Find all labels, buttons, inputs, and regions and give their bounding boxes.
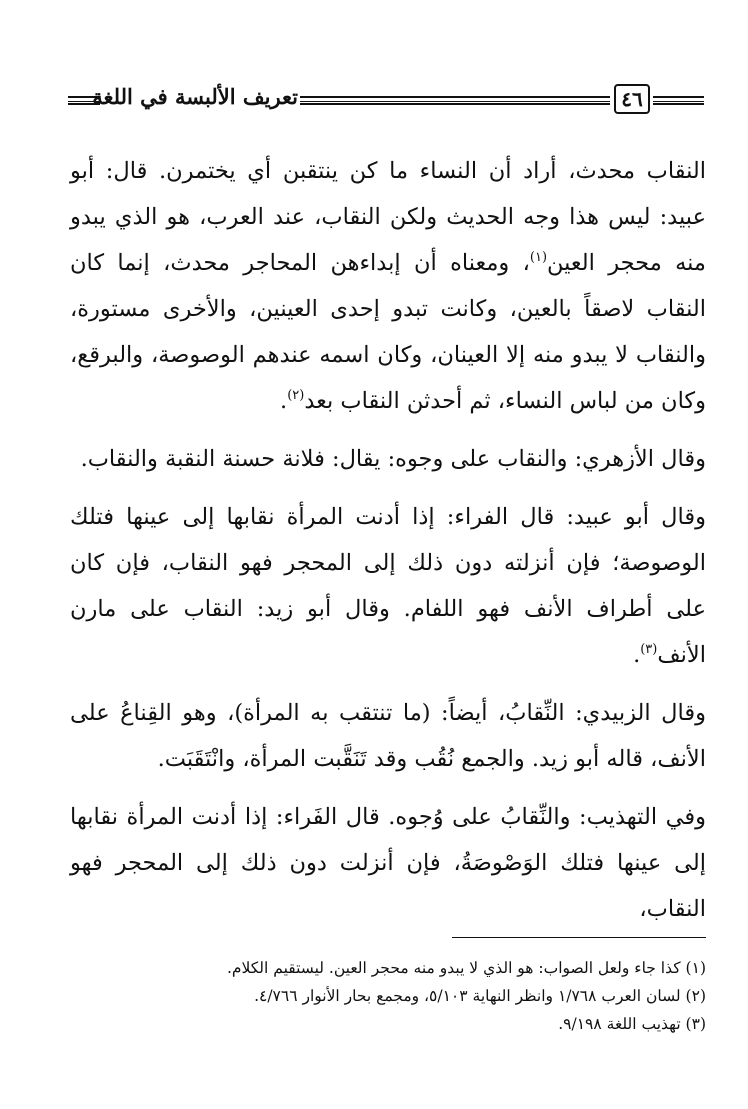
paragraph-1: النقاب محدث، أراد أن النساء ما كن ينتقبن أي يختمرن. قال: أبو عبيد: ليس هذا وجه الحديث ولكن النقاب، عند العرب، هو الذي يبدو منه محجر العين$^{(١)}$، ومعناه أن إبداءهن المحاجر محدث، إنما كان النقاب لاصقاً بالعين، وكانت تبدو إحدى العينين، والأخرى مستورة، والنقاب لا يبدو منه إلا العينان، وكان اسمه عندهم الوصوصة، والبرقع، وكان من لباس النساء، ثم أحدثن النقاب بعد$^{(٢)}$. [70,158,706,414]
page-header [68,82,704,120]
footnote-ref-1: (١) [529,250,548,265]
main-text [70,148,706,944]
footnote-ref-3: (٣) [640,642,658,657]
footnote-2: (٢) لسان العرب ١/٧٦٨ وانظر النهاية ٥/١٠٣، ومجمع بحار الأنوار ٤/٧٦٦. [254,987,706,1005]
footnote-3: (٣) تهذيب اللغة ٩/١٩٨. [558,1015,706,1033]
page-number: ٤٦ [614,84,650,114]
paragraph-4: وقال الزبيدي: النِّقابُ، أيضاً: (ما تنتقب به المرأة)، وهو القِناعُ على الأنف، قاله أبو زيد. والجمع نُقُب وقد تَنَقَّبت المرأة، وانْتَقَبَت. [70,700,706,772]
header-rule-middle [300,96,610,105]
paragraph-3: وقال أبو عبيد: قال الفراء: إذا أدنت المرأة نقابها إلى عينها فتلك الوصوصة؛ فإن أنزلته دون ذلك إلى المحجر فهو النقاب، فإن كان على أطراف الأنف فهو اللفام. وقال أبو زيد: النقاب على مارن الأنف$^{(٣)}$. [70,504,706,668]
footnote-1: (١) كذا جاء ولعل الصواب: هو الذي لا يبدو منه محجر العين. ليستقيم الكلام. [226,959,706,977]
running-title: تعريف الألبسة في اللغة [92,84,298,109]
paragraph-2: وقال الأزهري: والنقاب على وجوه: يقال: فلانة حسنة النقبة والنقاب. [80,446,706,472]
footnote-ref-2: (٢) [287,388,305,403]
header-rule-right [653,96,704,105]
footnote-separator [452,937,706,938]
paragraph-5: وفي التهذيب: والنِّقابُ على وُجوه. قال الفَراء: إذا أدنت المرأة نقابها إلى عينها فتلك الوَصْوصَةُ، فإن أنزلت دون ذلك إلى المحجر فهو النقاب، [70,804,706,922]
footnotes [70,954,706,1038]
